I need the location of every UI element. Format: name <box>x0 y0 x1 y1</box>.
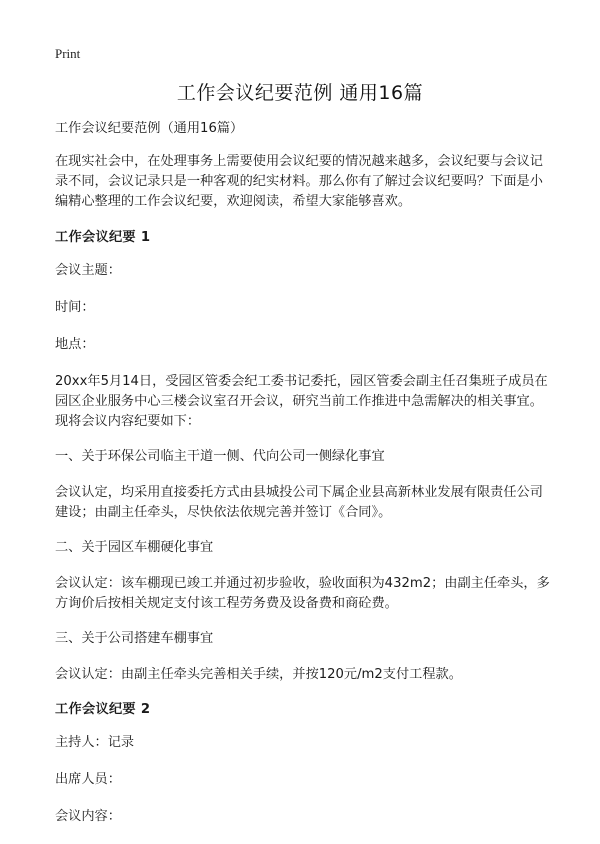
meeting-time-field: 时间： <box>55 300 95 315</box>
meeting-topic-field: 会议主题： <box>55 263 121 278</box>
meeting-content-field: 会议内容： <box>55 809 121 824</box>
meeting-place-field: 地点： <box>55 337 95 352</box>
intro-paragraph: 在现实社会中，在处理事务上需要使用会议纪要的情况越来越多，会议纪要与会议记录不同，会议记录只是一种客观的纪实材料。那么你有了解过会议纪要吗？下面是小编精心整理的工作会议纪要，欢迎阅读，希望大家能够喜欢。 <box>55 154 543 209</box>
document-subtitle: 工作会议纪要范例（通用16篇） <box>55 121 244 136</box>
item-2-body: 会议认定：该车棚现已竣工并通过初步验收，验收面积为432m2；由副主任牵头，多方询价后按相关规定支付该工程劳务费及设备费和商砼费。 <box>55 576 550 611</box>
item-1-title: 一、关于环保公司临主干道一侧、代向公司一侧绿化事宜 <box>55 449 385 464</box>
print-link[interactable]: Print <box>55 46 81 61</box>
host-field: 主持人：记录 <box>55 735 135 750</box>
section-1-body: 20xx年5月14日，受园区管委会纪工委书记委托，园区管委会副主任召集班子成员在园区企业服务中心三楼会议室召开会议，研究当前工作推进中急需解决的相关事宜。现将会议内容纪要如下： <box>55 374 548 429</box>
item-3-title: 三、关于公司搭建车棚事宜 <box>55 631 214 646</box>
page-title: 工作会议纪要范例 通用16篇 <box>176 82 424 104</box>
attendees-field: 出席人员： <box>55 772 121 787</box>
section-2-heading: 工作会议纪要 2 <box>55 702 151 717</box>
item-2-title: 二、关于园区车棚硬化事宜 <box>55 540 214 555</box>
item-3-body: 会议认定：由副主任牵头完善相关手续，并按120元/m2支付工程款。 <box>55 667 462 682</box>
section-1-heading: 工作会议纪要 1 <box>55 230 151 245</box>
document-body <box>55 119 555 844</box>
item-1-body: 会议认定，均采用直接委托方式由县城投公司下属企业县高新林业发展有限责任公司建设；由副主任牵头，尽快依法依规完善并签订《合同》。 <box>55 485 543 520</box>
